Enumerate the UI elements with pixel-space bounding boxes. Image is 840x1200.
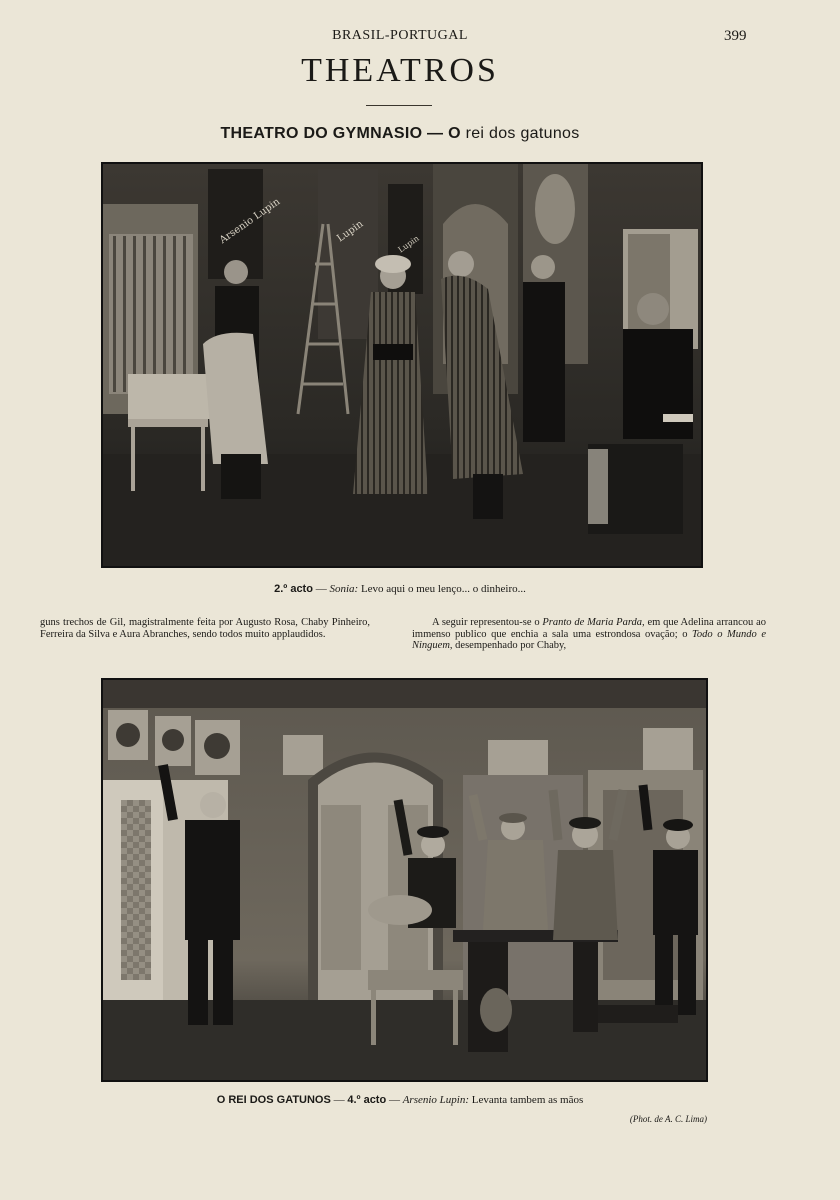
caption-1-line: Levo aqui o meu lenço... o dinheiro...: [358, 583, 526, 595]
caption-2-dash-2: —: [386, 1094, 403, 1106]
caption-1-character: Sonia:: [329, 583, 359, 595]
poster-sign-2: Lupin: [335, 218, 366, 245]
subheading-light: rei dos gatunos: [460, 125, 580, 142]
caption-2-act: 4.º acto: [347, 1094, 387, 1106]
running-head: BRASIL-PORTUGAL: [332, 28, 468, 43]
caption-1-dash: —: [312, 583, 330, 595]
body-column-right: [412, 617, 766, 652]
title-rule: [366, 105, 432, 106]
caption-2-line: Levanta tambem as mãos: [469, 1094, 584, 1106]
right-col-title-1: Pranto de Maria Parda: [542, 617, 643, 628]
photo-2-caption: [0, 1094, 800, 1106]
section-title: THEATROS: [301, 52, 499, 89]
stage-photo-act-4-image: [103, 680, 706, 1080]
poster-sign-1: Arsenio Lupin: [217, 196, 283, 247]
article-subheading: [0, 125, 800, 143]
caption-2-play: O REI DOS GATUNOS: [216, 1094, 331, 1106]
right-col-part-3: , desempenhado por Chaby,: [449, 640, 567, 651]
caption-2-dash-1: —: [330, 1094, 348, 1106]
poster-sign-3: Lupin: [396, 233, 421, 255]
photo-credit: (Phot. de A. C. Lima): [629, 1114, 707, 1124]
subheading-bold: THEATRO DO GYMNASIO — O: [220, 125, 461, 142]
stage-photo-act-2-image: [103, 164, 701, 566]
caption-1-act: 2.º acto: [274, 583, 313, 595]
caption-2-character: Arsenio Lupin:: [402, 1094, 470, 1106]
stage-photo-act-2: [101, 162, 703, 568]
right-col-part-1: A seguir representou-se o: [432, 617, 543, 628]
right-col-part-2: , em que Adelina arrancou ao immenso publico que enchia a sala uma estrondosa ovação; o: [412, 617, 766, 640]
right-col-title-2: Todo o Mundo e Ninguem: [412, 628, 766, 651]
body-column-left: guns trechos de Gil, magistralmente feita por Augusto Rosa, Chaby Pinheiro, Ferreira da Silva e Aura Abranches, sendo todos muito applaudidos.: [40, 617, 370, 640]
stage-photo-act-4: [101, 678, 708, 1082]
photo-1-caption: [0, 583, 800, 595]
page-number: 399: [724, 28, 747, 44]
